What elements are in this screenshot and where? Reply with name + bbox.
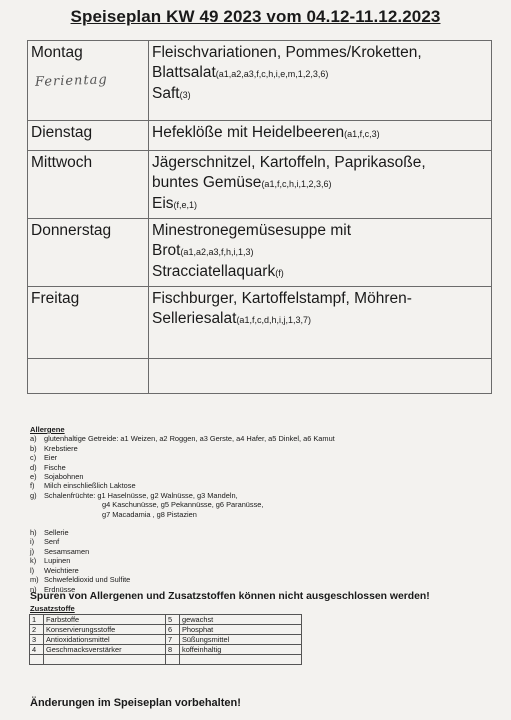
meal-text: buntes Gemüse [152, 174, 262, 191]
allergen-item [30, 566, 500, 575]
meal-line [152, 153, 488, 173]
allergen-key: g) [30, 490, 37, 500]
additives-table [29, 614, 302, 665]
allergen-codes: (a1,a2,a3,f,c,h,i,e,m,1,2,3,6) [215, 69, 329, 79]
allergen-codes: (a1,f,c,3) [344, 129, 380, 139]
allergen-item [30, 547, 500, 556]
day-label: Mittwoch [31, 154, 93, 171]
allergen-key: a) [30, 434, 37, 444]
meal-line [152, 123, 488, 144]
allergen-item [30, 434, 500, 443]
allergen-codes: (a1,f,c,h,i,1,2,3,6) [261, 179, 332, 189]
meal-line [152, 194, 488, 215]
meal-line [152, 173, 488, 194]
allergen-codes: (f) [275, 268, 284, 278]
allergen-item [30, 528, 500, 537]
allergen-key: h) [30, 528, 37, 538]
allergen-text: Erdnüsse [44, 584, 76, 594]
additive-number [30, 655, 44, 665]
allergen-text: Eier [44, 453, 58, 463]
meal-line [152, 84, 488, 105]
meal-line [152, 262, 488, 283]
allergen-codes: (a1,f,c,d,h,i,j,1,3,7) [236, 315, 311, 325]
additive-name: Farbstoffe [44, 615, 166, 625]
additive-row [30, 635, 302, 645]
additive-name: Süßungsmittel [180, 635, 302, 645]
menu-row [28, 287, 492, 359]
allergen-key: b) [30, 443, 37, 453]
allergen-item [30, 575, 500, 584]
additive-number: 8 [166, 645, 180, 655]
additive-name [44, 655, 166, 665]
meal-line [152, 221, 488, 241]
additive-row [30, 645, 302, 655]
meal-line [152, 309, 488, 330]
meal-text: Hefeklöße mit Heidelbeeren [152, 124, 345, 141]
menu-day [28, 41, 149, 121]
meal-text: Fischburger, Kartoffelstampf, Möhren- [152, 290, 412, 307]
menu-meal [149, 219, 492, 287]
menu-meal [149, 359, 492, 394]
allergen-item [30, 491, 500, 500]
allergen-key: j) [30, 546, 35, 556]
allergen-item [30, 453, 500, 462]
menu-row [28, 219, 492, 287]
additive-name: Konservierungsstoffe [44, 625, 166, 635]
allergen-text: Sojabohnen [44, 472, 84, 482]
allergen-legend [30, 425, 500, 594]
additive-name [180, 655, 302, 665]
additive-number: 5 [166, 615, 180, 625]
meal-text: Selleriesalat [152, 310, 237, 327]
allergen-text: glutenhaltige Getreide: a1 Weizen, a2 Roggen, a3 Gerste, a4 Hafer, a5 Dinkel, a6 Kamut [44, 434, 335, 444]
allergen-text: Milch einschließlich Laktose [44, 481, 136, 491]
menu-table [27, 40, 492, 394]
additive-name: Geschmacksverstärker [44, 645, 166, 655]
allergen-text: Lupinen [44, 556, 71, 566]
footer-note: Änderungen im Speiseplan vorbehalten! [30, 697, 241, 709]
allergen-text: Senf [44, 537, 60, 547]
allergen-text: Schwefeldioxid und Sulfite [44, 575, 131, 585]
allergen-text: Krebstiere [44, 443, 78, 453]
additive-row [30, 655, 302, 665]
allergen-text: Schalenfrüchte: g1 Haselnüsse, g2 Walnüsse, g3 Mandeln, [44, 490, 238, 500]
menu-meal [149, 151, 492, 219]
additive-name: koffeinhaltig [180, 645, 302, 655]
allergen-warning: Spuren von Allergenen und Zusatzstoffen können nicht ausgeschlossen werden! [30, 591, 430, 602]
allergen-item [30, 537, 500, 546]
page-title: Speiseplan KW 49 2023 vom 04.12-11.12.2023 [70, 7, 441, 26]
allergen-item [30, 556, 500, 565]
allergen-key: c) [30, 453, 37, 463]
allergen-key: l) [30, 565, 35, 575]
allergen-key: k) [30, 556, 37, 566]
allergen-nuts-continued-2: g7 Macadamia , g8 Pistazien [102, 509, 197, 519]
handwritten-note: Ferientag [34, 72, 108, 90]
day-label: Freitag [31, 290, 80, 307]
meal-text: Minestronegemüsesuppe mit [152, 222, 352, 239]
menu-meal [149, 121, 492, 151]
day-label: Montag [31, 44, 83, 61]
additive-name: Antioxidationsmittel [44, 635, 166, 645]
meal-text: Blattsalat [152, 64, 216, 81]
allergen-item [30, 463, 500, 472]
additive-number: 3 [30, 635, 44, 645]
menu-row [28, 151, 492, 219]
menu-day [28, 151, 149, 219]
menu-day [28, 359, 149, 394]
additive-row [30, 615, 302, 625]
allergen-text: Fische [44, 462, 66, 472]
allergen-heading: Allergene [30, 425, 65, 434]
allergen-text: Sesamsamen [44, 546, 90, 556]
menu-row [28, 41, 492, 121]
menu-day [28, 219, 149, 287]
allergen-item [30, 444, 500, 453]
menu-meal [149, 41, 492, 121]
menu-row [28, 121, 492, 151]
allergen-key: n) [30, 584, 37, 594]
additive-number: 1 [30, 615, 44, 625]
allergen-item [30, 472, 500, 481]
additive-number: 7 [166, 635, 180, 645]
allergen-nuts-continued-1: g4 Kaschunüsse, g5 Pekannüsse, g6 Paranüsse, [102, 500, 264, 510]
meal-text: Saft [152, 85, 180, 102]
meal-text: Stracciatellaquark [152, 263, 276, 280]
day-label: Dienstag [31, 124, 93, 141]
allergen-codes: (f,e,1) [173, 200, 198, 210]
allergen-text: Sellerie [44, 528, 69, 538]
additive-number: 4 [30, 645, 44, 655]
allergen-item [30, 481, 500, 490]
meal-text: Brot [152, 242, 181, 259]
additive-number: 2 [30, 625, 44, 635]
meal-text: Jägerschnitzel, Kartoffeln, Paprikasoße, [152, 154, 426, 171]
additives-heading: Zusatzstoffe [30, 604, 75, 613]
menu-row [28, 359, 492, 394]
allergen-key: m) [30, 575, 39, 585]
allergen-key: d) [30, 462, 37, 472]
meal-line [152, 63, 488, 84]
additive-name: gewachst [180, 615, 302, 625]
meal-line [152, 43, 488, 63]
allergen-key: f) [30, 481, 35, 491]
allergen-key: e) [30, 472, 37, 482]
additive-row [30, 625, 302, 635]
day-label: Donnerstag [31, 222, 112, 239]
additive-number [166, 655, 180, 665]
allergen-codes: (3) [179, 90, 191, 100]
menu-meal [149, 287, 492, 359]
additive-name: Phosphat [180, 625, 302, 635]
additive-number: 6 [166, 625, 180, 635]
meal-text: Fleischvariationen, Pommes/Kroketten, [152, 44, 422, 61]
meal-line [152, 289, 488, 309]
menu-day [28, 121, 149, 151]
meal-text: Eis [152, 195, 174, 212]
meal-line [152, 241, 488, 262]
allergen-codes: (a1,a2,a3,f,h,i,1,3) [180, 247, 254, 257]
allergen-text: Weichtiere [44, 565, 79, 575]
menu-day [28, 287, 149, 359]
allergen-key: i) [30, 537, 35, 547]
